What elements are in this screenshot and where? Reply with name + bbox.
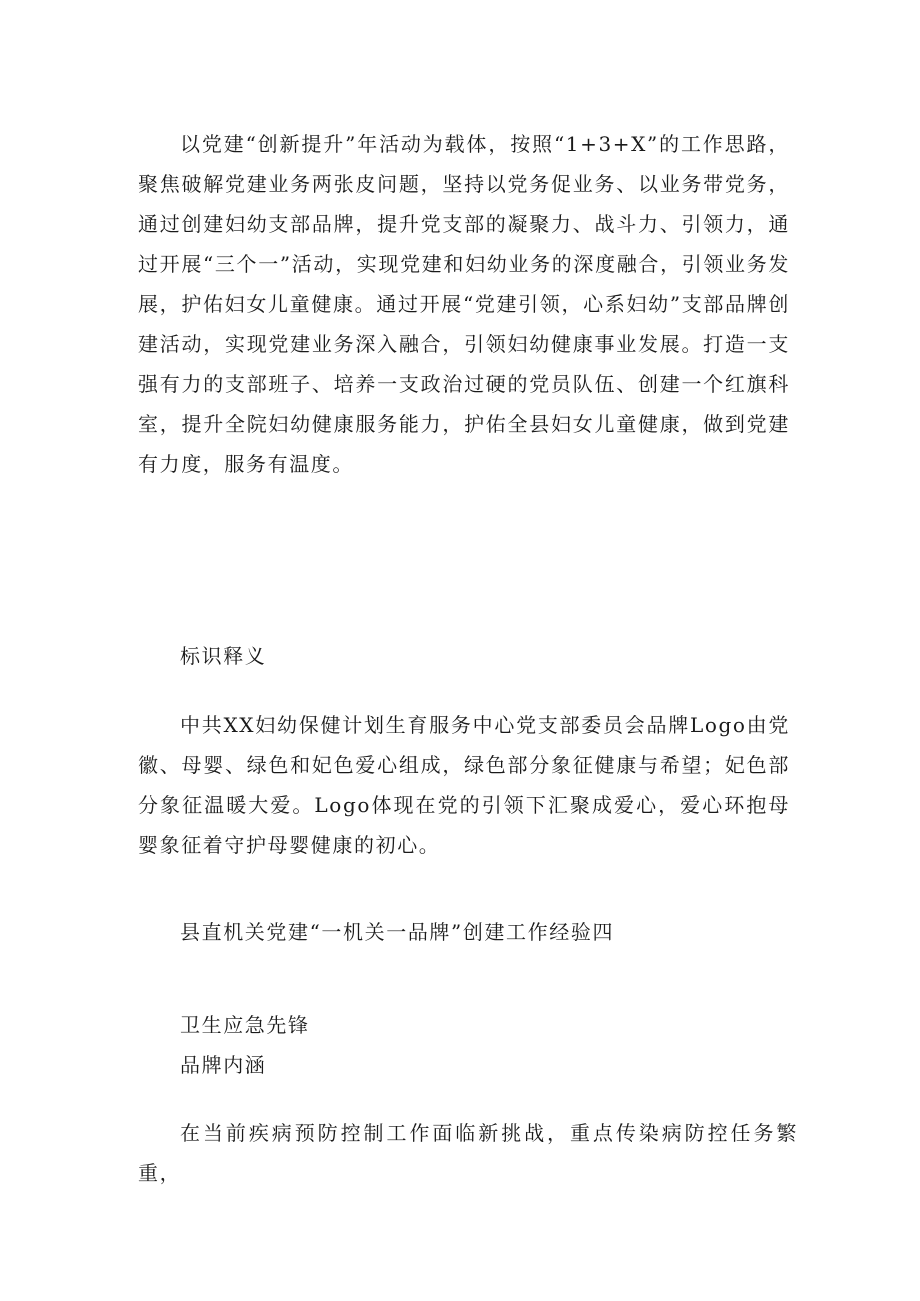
paragraph-party-building-activities: 以党建“创新提升”年活动为载体，按照“1+3+X”的工作思路，聚焦破解党建业务两张皮问题，坚持以党务促业务、以业务带党务，通过创建妇幼支部品牌，提升党支部的凝聚力、战斗力、引领力，通过开展“三个一”活动，实现党建和妇幼业务的深度融合，引领业务发展，护佑妇女儿童健康。通过开展“党建引领，心系妇幼”支部品牌创建活动，实现党建业务深入融合，引领妇幼健康事业发展。打造一支强有力的支部班子、培养一支政治过硬的党员队伍、创建一个红旗科室，提升全院妇幼健康服务能力，护佑全县妇女儿童健康，做到党建有力度，服务有温度。: [138, 132, 790, 476]
heading-logo-meaning: 标识释义: [180, 644, 267, 668]
section-title: 县直机关党建“一机关一品牌”创建工作经验四: [180, 920, 615, 944]
brand-name: 卫生应急先锋: [180, 1013, 310, 1037]
paragraph-logo-description: 中共XX妇幼保健计划生育服务中心党支部委员会品牌Logo由党徽、母婴、绿色和妃色爱心组成，绿色部分象征健康与希望；妃色部分象征温暖大爱。Logo体现在党的引领下汇聚成爱心，爱心环抱母婴象征着守护母婴健康的初心。: [138, 713, 790, 857]
heading-brand-connotation: 品牌内涵: [180, 1053, 267, 1077]
paragraph-disease-control: 在当前疾病预防控制工作面临新挑战，重点传染病防控任务繁重，: [138, 1121, 798, 1185]
